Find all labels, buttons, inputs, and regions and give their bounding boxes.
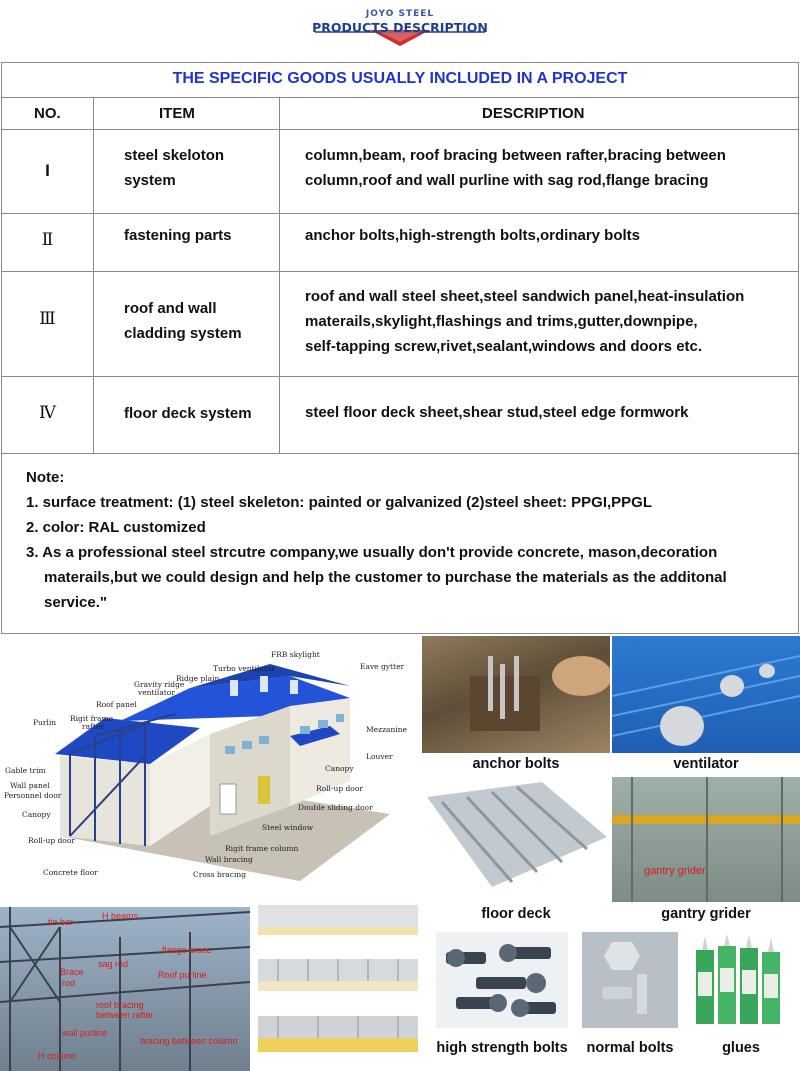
row-4-description: steel floor deck sheet,shear stud,steel edge formwork [305, 404, 689, 421]
row-1-description: column,beam, roof bracing between rafter,bracing between column,roof and wall purline with sag rod,flange bracing [305, 147, 726, 189]
steel-frame-photo: tie bar H beams flange brace sag rod Brace rod Roof purline roof bracing between rafter wall purline bracing between column H column [0, 907, 250, 1071]
goods-table [1, 62, 799, 634]
anchor-bolts-label: anchor bolts [472, 756, 560, 772]
page-header [0, 0, 800, 58]
sandwich-panel-photo [252, 903, 424, 1071]
column-header-item: ITEM [159, 105, 195, 122]
ventilator-label: ventilator [673, 756, 739, 772]
table-title: THE SPECIFIC GOODS USUALLY INCLUDED IN A PROJECT [172, 70, 628, 87]
normal-bolts-photo [582, 932, 678, 1028]
products-description-title: PRODUCTS DESCRIPTION [312, 20, 488, 35]
row-4-number: Ⅳ [39, 403, 56, 423]
building-structure-diagram: FRB skylight Turbo ventilator Eave gytter Ridge plain Gravity ridge ventilator Roof panel Rigit frame rafter Purlin Mezzanine Louver Gable trim Wall panel Personnel door Canopy Roll-up door Double sliding door Canopy Steel window Roll-up door Rigit frame column Wall bracing Concrete floor Cross bracing [0, 636, 420, 898]
high-strength-bolts-label: high strength bolts [436, 1040, 568, 1056]
glues-photo [690, 932, 792, 1028]
normal-bolts-label: normal bolts [586, 1040, 674, 1056]
row-2-description: anchor bolts,high-strength bolts,ordinary bolts [305, 227, 641, 244]
row-1-number: I [45, 161, 50, 180]
gantry-overlay-label: gantry grider [644, 865, 706, 877]
anchor-bolts-photo [422, 636, 610, 753]
column-header-no: NO. [34, 105, 61, 122]
row-4-item: floor deck system [124, 405, 252, 422]
floor-deck-label: floor deck [481, 906, 551, 922]
column-header-description: DESCRIPTION [482, 105, 585, 122]
row-2-number: Ⅱ [41, 230, 54, 250]
brand-name: JOYO STEEL [365, 9, 435, 19]
row-3-number: Ⅲ [39, 309, 56, 329]
high-strength-bolts-photo [436, 932, 568, 1028]
glues-label: glues [722, 1040, 760, 1056]
table-note: Note: 1. surface treatment: (1) steel skeleton: painted or galvanized (2)steel sheet: PPGI,PPGL 2. color: RAL customized 3. As a professional steel strcutre company,we usually don't provide concrete, mason,decoration materails,but we could design and help the customer to purchase the materials as the additonal service." [26, 469, 727, 611]
row-3-description: roof and wall steel sheet,steel sandwich panel,heat-insulation materails,skylight,flashings and trims,gutter,downpipe, self-tapping screw,rivet,sealant,windows and doors etc. [305, 288, 745, 355]
ventilator-photo [612, 636, 800, 753]
row-3-item: roof and wall cladding system [124, 300, 242, 342]
gantry-grider-photo [612, 777, 800, 902]
gantry-grider-label: gantry grider [661, 906, 751, 922]
row-2-item: fastening parts [124, 227, 232, 244]
floor-deck-photo [422, 777, 610, 902]
row-1-item: steel skeloton system [124, 147, 225, 189]
